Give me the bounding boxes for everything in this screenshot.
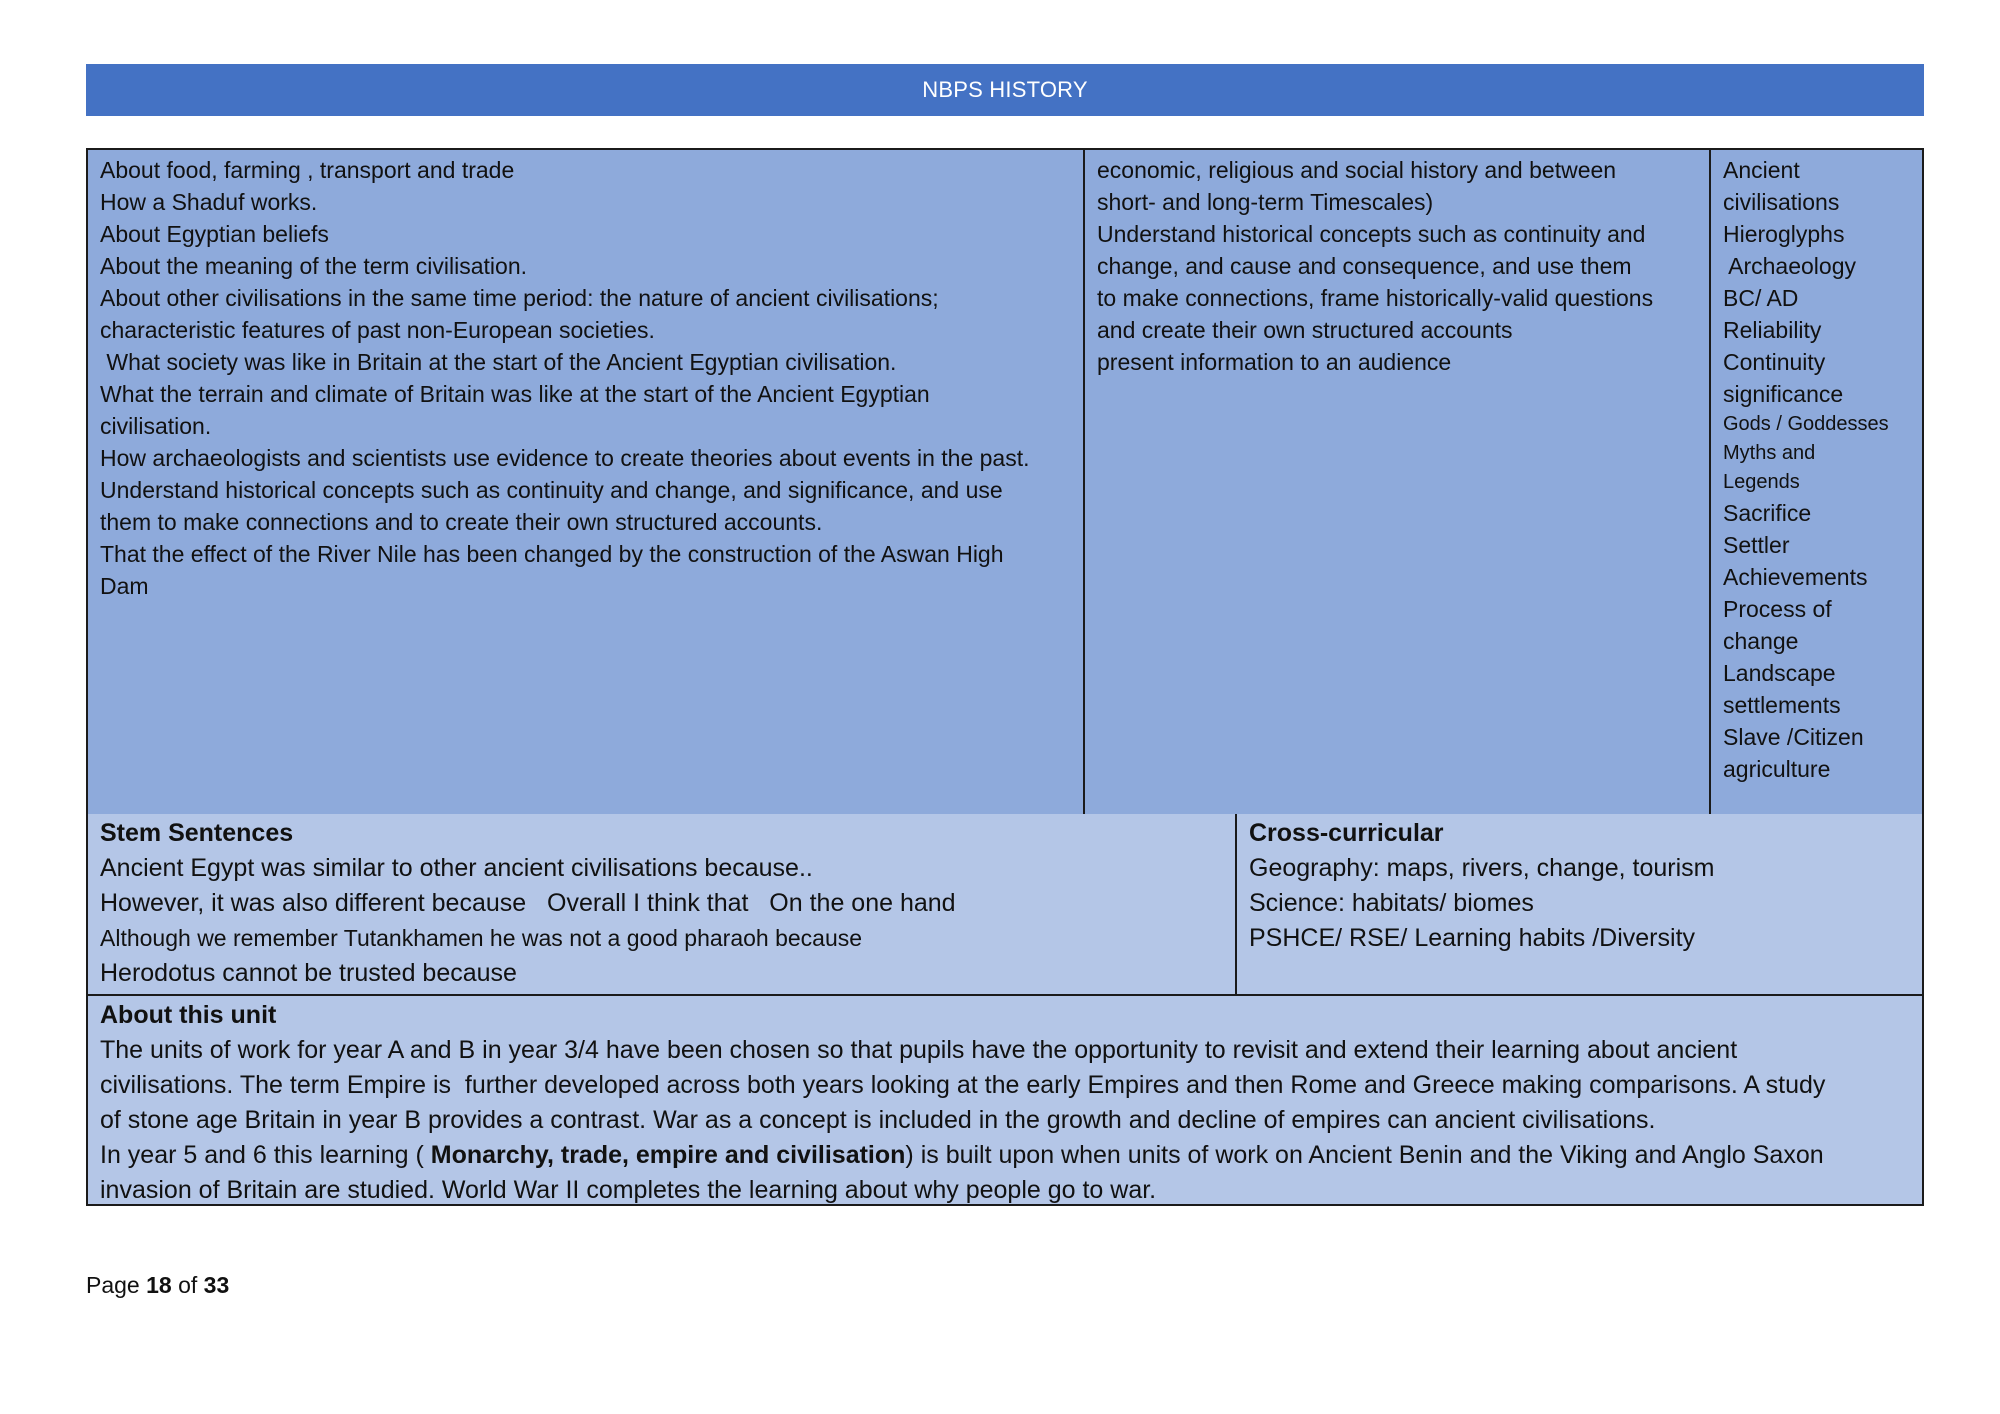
stem-sentences-cell xyxy=(88,814,1237,994)
cross-curricular-item: Science: habitats/ biomes xyxy=(1249,889,1534,917)
vocabulary-item: civilisations xyxy=(1723,189,1840,215)
about-unit-line xyxy=(100,1138,1910,1173)
knowledge-line: About Egyptian beliefs xyxy=(100,221,329,247)
vocabulary-item: Myths and xyxy=(1723,442,1816,464)
stem-crosscurricular-row xyxy=(86,814,1924,996)
about-unit-bold-text: Monarchy, trade, empire and civilisation xyxy=(430,1141,906,1169)
knowledge-line: them to make connections and to create their own structured accounts. xyxy=(100,509,823,535)
knowledge-line: Dam xyxy=(100,573,149,599)
stem-sentence: Although we remember Tutankhamen he was not a good pharaoh because xyxy=(100,925,863,951)
about-unit-cell xyxy=(88,996,1922,1210)
stem-sentences-heading: Stem Sentences xyxy=(100,819,294,847)
vocabulary-item: Sacrifice xyxy=(1723,500,1812,526)
content-table-row xyxy=(86,148,1924,816)
about-unit-line: invasion of Britain are studied. World War II completes the learning about why people go to war. xyxy=(100,1176,1157,1204)
vocabulary-item: change xyxy=(1723,628,1799,654)
knowledge-line: What the terrain and climate of Britain was like at the start of the Ancient Egyptian xyxy=(100,381,930,407)
cross-curricular-item: PSHCE/ RSE/ Learning habits /Diversity xyxy=(1249,924,1696,952)
page-banner xyxy=(86,64,1924,116)
knowledge-line: About other civilisations in the same time period: the nature of ancient civilisations; xyxy=(100,285,939,311)
vocabulary-item: Reliability xyxy=(1723,317,1822,343)
vocabulary-item: Landscape xyxy=(1723,660,1836,686)
vocabulary-item: Continuity xyxy=(1723,349,1826,375)
cross-curricular-item: Geography: maps, rivers, change, tourism xyxy=(1249,854,1715,882)
skills-line: short- and long-term Timescales) xyxy=(1097,189,1434,215)
vocabulary-item: agriculture xyxy=(1723,756,1831,782)
skills-cell xyxy=(1085,150,1711,814)
cross-curricular-heading: Cross-curricular xyxy=(1249,819,1444,847)
vocabulary-item: BC/ AD xyxy=(1723,285,1799,311)
skills-line: economic, religious and social history and between xyxy=(1097,157,1617,183)
about-unit-line: civilisations. The term Empire is further developed across both years looking at the early Empires and then Rome and Greece making comparisons. A study xyxy=(100,1071,1826,1099)
vocabulary-item: Ancient xyxy=(1723,157,1800,183)
of-label: of xyxy=(178,1272,198,1298)
knowledge-line: That the effect of the River Nile has been changed by the construction of the Aswan High xyxy=(100,541,1004,567)
skills-line: to make connections, frame historically-valid questions xyxy=(1097,285,1654,311)
vocabulary-item: Achievements xyxy=(1723,564,1868,590)
skills-line: change, and cause and consequence, and use them xyxy=(1097,253,1632,279)
page-total: 33 xyxy=(203,1272,230,1298)
vocabulary-item: Archaeology xyxy=(1723,253,1856,279)
stem-sentence: Herodotus cannot be trusted because xyxy=(100,959,517,987)
vocabulary-item: Slave /Citizen xyxy=(1723,724,1864,750)
knowledge-line: Understand historical concepts such as continuity and change, and significance, and use xyxy=(100,477,1003,503)
vocabulary-item: settlements xyxy=(1723,692,1841,718)
page-label: Page xyxy=(86,1272,140,1298)
about-unit-text: ) is built upon when units of work on Ancient Benin and the Viking and Anglo Saxon xyxy=(905,1141,1824,1169)
skills-line: present information to an audience xyxy=(1097,349,1452,375)
vocabulary-item: Legends xyxy=(1723,471,1800,493)
cross-curricular-cell xyxy=(1237,814,1922,994)
stem-sentence: However, it was also different because Overall I think that On the one hand xyxy=(100,889,956,917)
knowledge-line: characteristic features of past non-European societies. xyxy=(100,317,655,343)
vocabulary-cell xyxy=(1711,150,1922,814)
vocabulary-item: Settler xyxy=(1723,532,1790,558)
knowledge-line: About the meaning of the term civilisation. xyxy=(100,253,528,279)
knowledge-line: civilisation. xyxy=(100,413,212,439)
knowledge-line: How archaeologists and scientists use evidence to create theories about events in the past. xyxy=(100,445,1030,471)
about-unit-row xyxy=(86,994,1924,1206)
knowledge-line: What society was like in Britain at the start of the Ancient Egyptian civilisation. xyxy=(100,349,897,375)
about-unit-line: The units of work for year A and B in year 3/4 have been chosen so that pupils have the opportunity to revisit and extend their learning about ancient xyxy=(100,1036,1738,1064)
about-unit-heading: About this unit xyxy=(100,1001,277,1029)
knowledge-line: How a Shaduf works. xyxy=(100,189,318,215)
knowledge-line: About food, farming , transport and trade xyxy=(100,157,515,183)
skills-line: and create their own structured accounts xyxy=(1097,317,1513,343)
vocabulary-item: Hieroglyphs xyxy=(1723,221,1845,247)
stem-sentence: Ancient Egypt was similar to other ancient civilisations because.. xyxy=(100,854,813,882)
about-unit-text: In year 5 and 6 this learning ( xyxy=(100,1141,431,1169)
page-footer xyxy=(86,1272,229,1299)
vocabulary-item: Gods / Goddesses xyxy=(1723,413,1889,435)
skills-line: Understand historical concepts such as continuity and xyxy=(1097,221,1646,247)
about-unit-line: of stone age Britain in year B provides a contrast. War as a concept is included in the growth and decline of empires can ancient civilisations. xyxy=(100,1106,1656,1134)
banner-title: NBPS HISTORY xyxy=(922,77,1088,102)
vocabulary-item: significance xyxy=(1723,381,1844,407)
page-number: 18 xyxy=(146,1272,172,1298)
vocabulary-item: Process of xyxy=(1723,596,1832,622)
knowledge-cell xyxy=(88,150,1085,814)
